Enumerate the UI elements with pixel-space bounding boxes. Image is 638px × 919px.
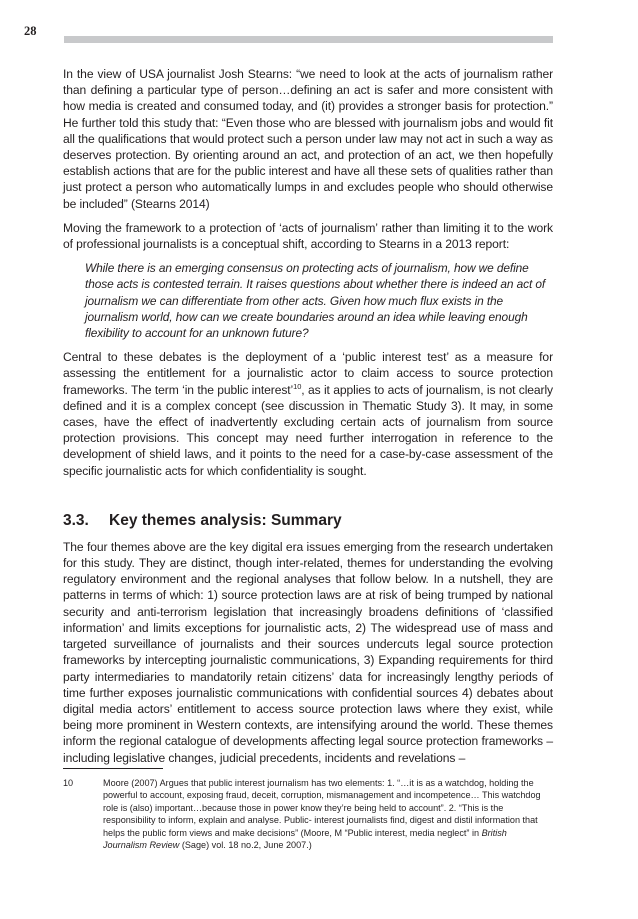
footnote-text-1: Moore (2007) Argues that public interest journalism has two elements: 1. “…it is as a watchdog, holding the powerful to account, exposing fraud, deceit, corruption, mismanagement and incompetence… This watchdog role is (also) important…because those in power know they’re being held to account”. 2. “This is the responsibility to inform, explain and analyse. Public- interest journalists find, digest and distil information that helps the public form views and make decisions” (Moore, M “Public interest, media neglect” in xyxy=(103,778,541,838)
footnote-reference[interactable]: 10 xyxy=(293,381,302,391)
section-heading xyxy=(63,512,553,530)
page-body xyxy=(63,66,553,774)
paragraph-public-interest-text-1: Central to these debates is the deployment of a ‘public interest test’ as a measure for assessing the entitlement for a journalistic actor to claim access to source protection frameworks. The term ‘in the public interest’ xyxy=(63,350,553,397)
paragraph-public-interest-text-2: , as it applies to acts of journalism, is not clearly defined and it is a complex concept (see discussion in Thematic Study 3). It may, in some cases, have the effect of inadvertently excluding certain acts of journalism from source protection provisions. This concept may need further interrogation in reference to the development of shield laws, and it points to the need for a case-by-case assessment of the specific journalistic acts for which confidentiality is sought. xyxy=(63,382,554,478)
footnote-text-2: (Sage) vol. 18 no.2, June 2007.) xyxy=(179,840,312,851)
page-number: 28 xyxy=(24,24,37,38)
paragraph-key-themes: The four themes above are the key digital era issues emerging from the research undertaken for this study. They are distinct, though inter-related, themes for understanding the evolving regulatory environment and the regional analyses that follow below. In a nutshell, they are patterns in terms of which: 1) source protection laws are at risk of being trumped by national security and anti-terrorism legislation that increasingly broadens definitions of ‘classified information’ and limits exceptions for journalistic acts, 2) The widespread use of mass and targeted surveillance of journalists and their sources undercuts legal source protection frameworks by intercepting journalistic communications, 3) Expanding requirements for third party intermediaries to mandatorily retain citizens’ data for increasingly lengthy periods of time further exposes journalistic communications with confidential sources 4) debates about digital media actors’ entitlement to access source protection laws where they exist, while being more prominent in Western contexts, are intensifying around the world. These themes inform the regional catalogue of developments affecting legal source protection frameworks – including legislative changes, judicial precedents, incidents and revelations – xyxy=(63,539,553,765)
paragraph-stearns-quote: In the view of USA journalist Josh Stearns: “we need to look at the acts of journalism rather than defining a particular type of person…defining an act is safer and more consistent with how media is created and consumed today, and (it) provides a stronger basis for protection.” He further told this study that: “Even those who are blessed with journalism jobs and would fit all the qualifications that would protect such a person under law may not act in such a way as deserves protection. By orienting around an act, and protection of an act, we then hopefully establish actions that are for the public interest and have all these sets of qualities rather than just protect a person who automatically lumps in and excludes people who should otherwise be included” (Stearns 2014) xyxy=(63,67,553,211)
footnote xyxy=(63,777,553,851)
footnote-number: 10 xyxy=(63,778,74,788)
footnote-text xyxy=(103,777,553,851)
paragraph-framework-shift: Moving the framework to a protection of ‘acts of journalism’ rather than limiting it to the work of professional journalists is a conceptual shift, according to Stearns in a 2013 report: xyxy=(63,220,553,252)
block-quote: While there is an emerging consensus on protecting acts of journalism, how we define those acts is contested terrain. It raises questions about whether there is indeed an act of journalism we can differentiate from other acts. Given how much flux exists in the journalism world, how can we create boundaries around an idea while leaving enough flexibility to account for an unknown future? xyxy=(85,261,546,341)
footnote-journal-title: British Journalism Review xyxy=(103,827,507,851)
paragraph-public-interest xyxy=(63,349,553,479)
header-bar xyxy=(64,36,553,43)
footnote-divider xyxy=(63,768,163,769)
section-title: Key themes analysis: Summary xyxy=(109,511,342,529)
section-number: 3.3. xyxy=(63,511,89,529)
